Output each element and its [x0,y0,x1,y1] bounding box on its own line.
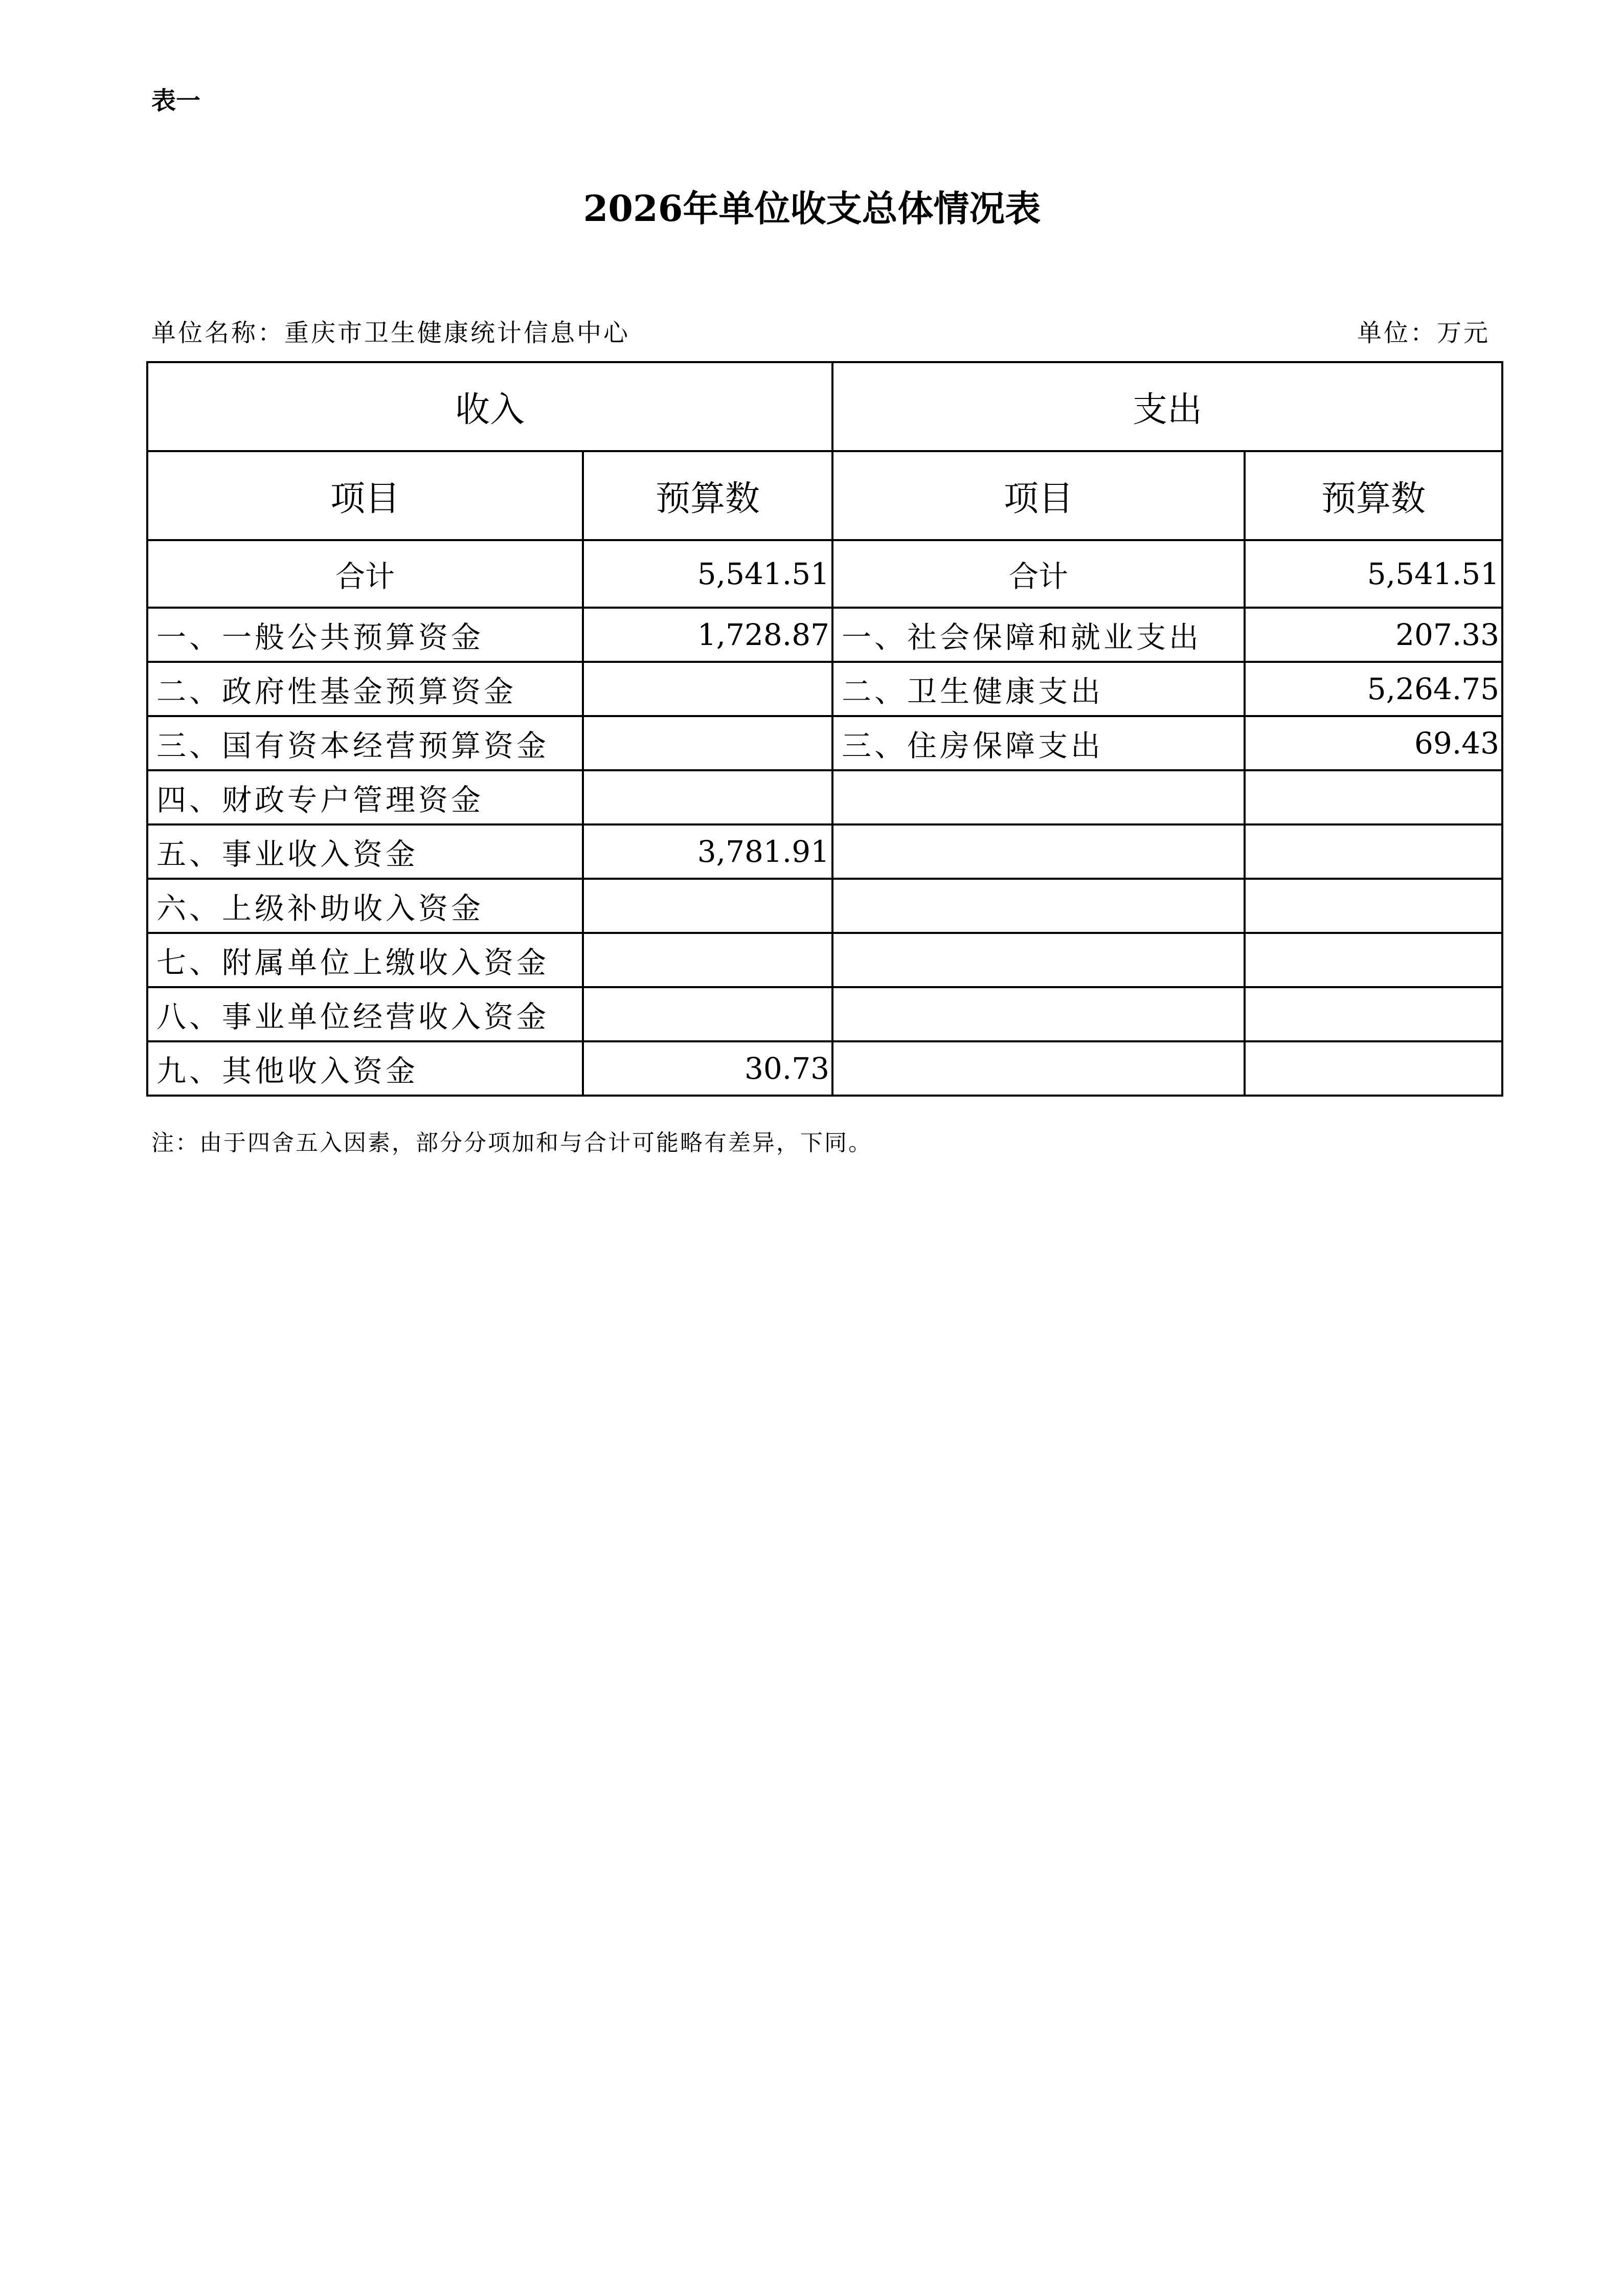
expense-item [832,933,1245,987]
table-row [147,1041,1502,1096]
income-item: 一、一般公共预算资金 [147,608,583,662]
expense-item: 二、卫生健康支出 [832,662,1245,716]
expense-item [832,770,1245,824]
income-item-column-header: 项目 [147,451,583,540]
income-value: 3,781.91 [583,824,832,879]
footnote: 注：由于四舍五入因素，部分分项加和与合计可能略有差异，下同。 [151,1130,872,1156]
income-value [583,770,832,824]
income-total-value: 5,541.51 [583,540,832,608]
income-budget-column-header: 预算数 [583,451,832,540]
expense-value [1245,879,1502,933]
expense-item: 一、社会保障和就业支出 [832,608,1245,662]
expense-value [1245,1041,1502,1096]
expense-item: 三、住房保障支出 [832,716,1245,770]
expense-value: 207.33 [1245,608,1502,662]
expense-item [832,1041,1245,1096]
income-value [583,987,832,1041]
expense-budget-column-header: 预算数 [1245,451,1502,540]
column-header-row [147,451,1502,540]
table-row [147,716,1502,770]
expense-value: 5,264.75 [1245,662,1502,716]
total-row [147,540,1502,608]
budget-table [146,361,1503,1097]
income-item: 六、上级补助收入资金 [147,879,583,933]
income-item: 四、财政专户管理资金 [147,770,583,824]
income-value [583,879,832,933]
expense-item [832,987,1245,1041]
expense-value [1245,824,1502,879]
page-title: 2026年单位收支总体情况表 [583,187,1041,230]
table-row [147,879,1502,933]
income-item: 三、国有资本经营预算资金 [147,716,583,770]
income-value [583,716,832,770]
table-row [147,987,1502,1041]
expense-item [832,824,1245,879]
income-total-label: 合计 [147,540,583,608]
income-value [583,662,832,716]
table-row [147,662,1502,716]
expense-total-value: 5,541.51 [1245,540,1502,608]
income-value: 1,728.87 [583,608,832,662]
expense-value [1245,987,1502,1041]
unit-measure: 单位：万元 [1357,319,1490,347]
income-header: 收入 [147,362,832,451]
expense-value [1245,933,1502,987]
table-row [147,933,1502,987]
unit-name: 单位名称：重庆市卫生健康统计信息中心 [151,319,630,347]
table-row [147,770,1502,824]
income-item: 九、其他收入资金 [147,1041,583,1096]
expense-value [1245,770,1502,824]
section-header-row [147,362,1502,451]
expense-item-column-header: 项目 [832,451,1245,540]
income-item: 七、附属单位上缴收入资金 [147,933,583,987]
income-value [583,933,832,987]
table-label: 表一 [151,86,201,115]
expense-item [832,879,1245,933]
table-row [147,608,1502,662]
income-item: 八、事业单位经营收入资金 [147,987,583,1041]
income-value: 30.73 [583,1041,832,1096]
expense-header: 支出 [832,362,1502,451]
expense-total-label: 合计 [832,540,1245,608]
income-item: 二、政府性基金预算资金 [147,662,583,716]
expense-value: 69.43 [1245,716,1502,770]
table-row [147,824,1502,879]
income-item: 五、事业收入资金 [147,824,583,879]
